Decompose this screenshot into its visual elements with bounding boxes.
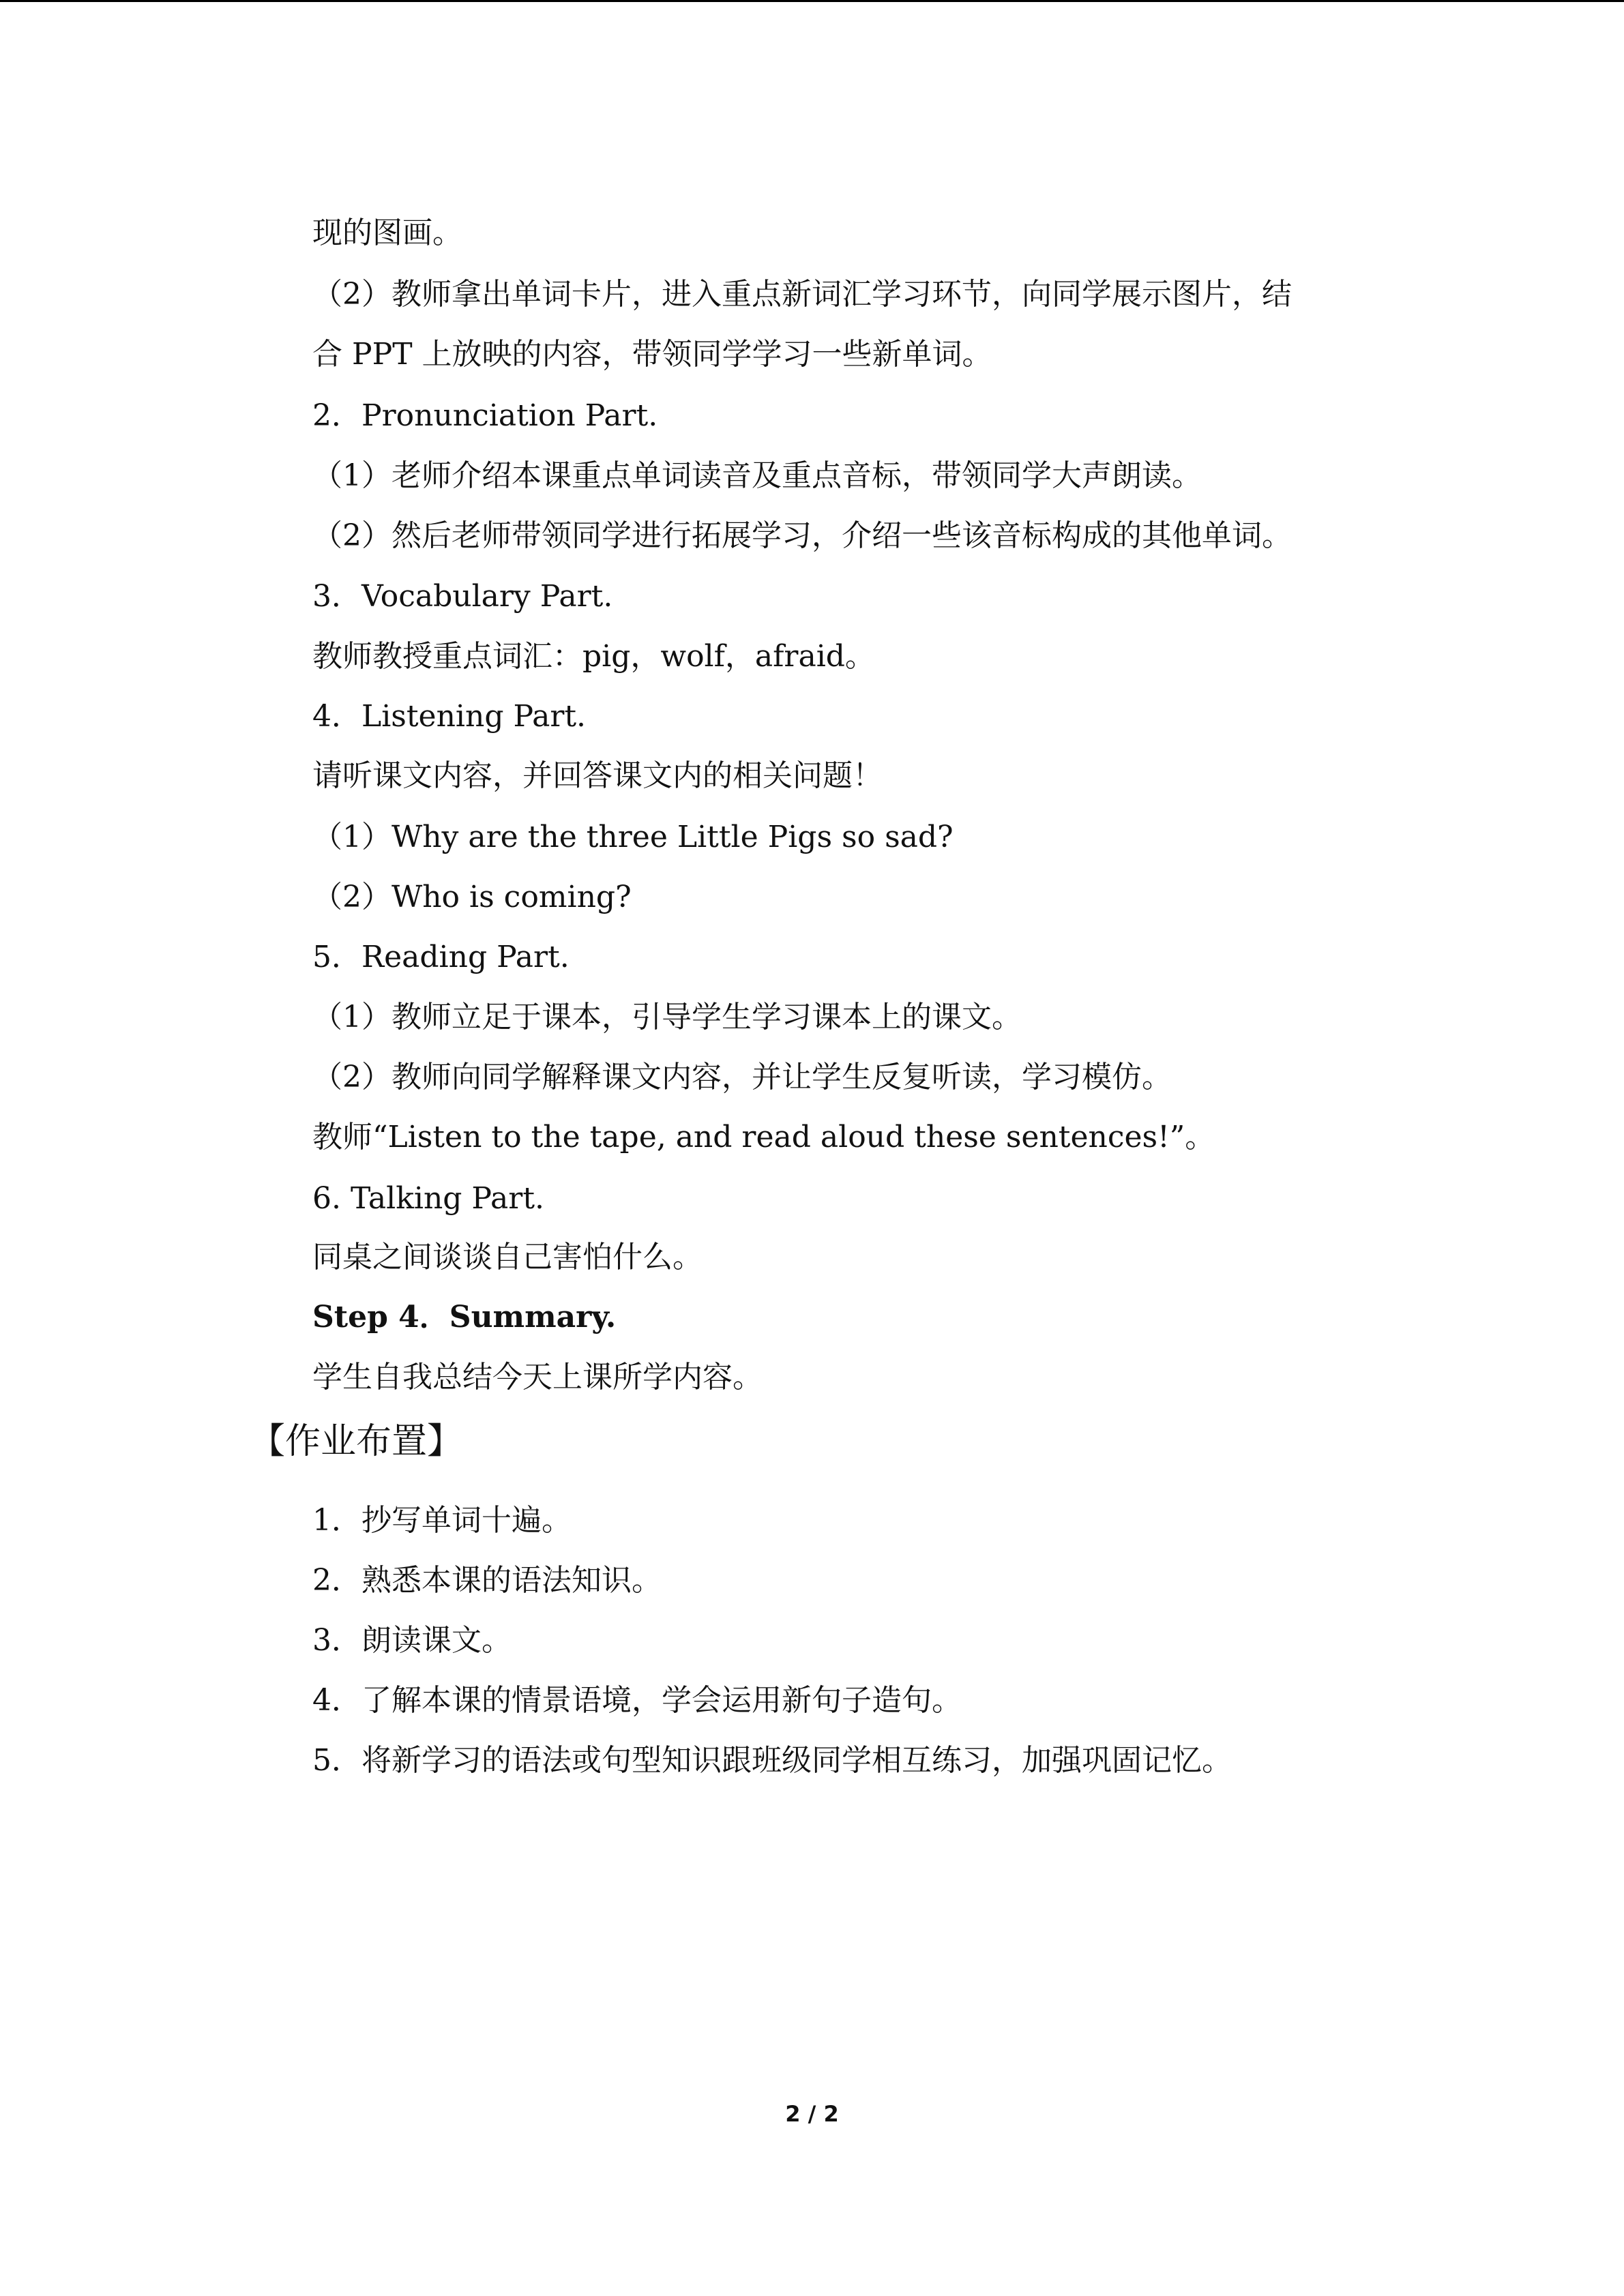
homework-item: 3．朗读课文。 (312, 1623, 512, 1658)
section-reading: 5．Reading Part. (312, 940, 570, 974)
page-top-border (0, 0, 1624, 2)
section-talking: 6. Talking Part. (312, 1181, 544, 1216)
body-line: 请听课文内容，并回答课文内的相关问题！ (312, 758, 883, 793)
step-summary-heading: Step 4．Summary. (312, 1300, 617, 1335)
body-line: 学生自我总结今天上课所学内容。 (312, 1360, 763, 1395)
body-line: 教师教授重点词汇：pig，wolf，afraid。 (312, 639, 875, 674)
body-line: （2）然后老师带领同学进行拓展学习，介绍一些该音标构成的其他单词。 (312, 518, 1292, 553)
body-line: 教师“Listen to the tape, and read aloud these sentences!”。 (312, 1120, 1215, 1154)
section-vocabulary: 3．Vocabulary Part. (312, 579, 613, 614)
section-pronunciation: 2．Pronunciation Part. (312, 398, 658, 433)
section-listening: 4．Listening Part. (312, 699, 587, 734)
homework-heading: 【作业布置】 (250, 1421, 463, 1462)
page-number: 2 / 2 (785, 2101, 839, 2127)
body-line: 现的图画。 (312, 215, 462, 250)
body-line: （2）教师向同学解释课文内容，并让学生反复听读，学习模仿。 (312, 1060, 1172, 1094)
question-line: （1）Why are the three Little Pigs so sad? (312, 820, 954, 854)
homework-item: 2．熟悉本课的语法知识。 (312, 1563, 662, 1598)
body-line: （1）教师立足于课本，引导学生学习课本上的课文。 (312, 1000, 1022, 1034)
body-line: 同桌之间谈谈自己害怕什么。 (312, 1240, 703, 1274)
body-line: （1）老师介绍本课重点单词读音及重点音标，带领同学大声朗读。 (312, 458, 1202, 493)
question-line: （2）Who is coming? (312, 880, 632, 914)
body-line: 合 PPT 上放映的内容，带领同学学习一些新单词。 (312, 337, 992, 372)
body-line: （2）教师拿出单词卡片，进入重点新词汇学习环节，向同学展示图片，结 (312, 277, 1292, 312)
homework-item: 1．抄写单词十遍。 (312, 1503, 572, 1538)
homework-item: 5．将新学习的语法或句型知识跟班级同学相互练习，加强巩固记忆。 (312, 1743, 1232, 1778)
homework-item: 4．了解本课的情景语境，学会运用新句子造句。 (312, 1683, 962, 1718)
